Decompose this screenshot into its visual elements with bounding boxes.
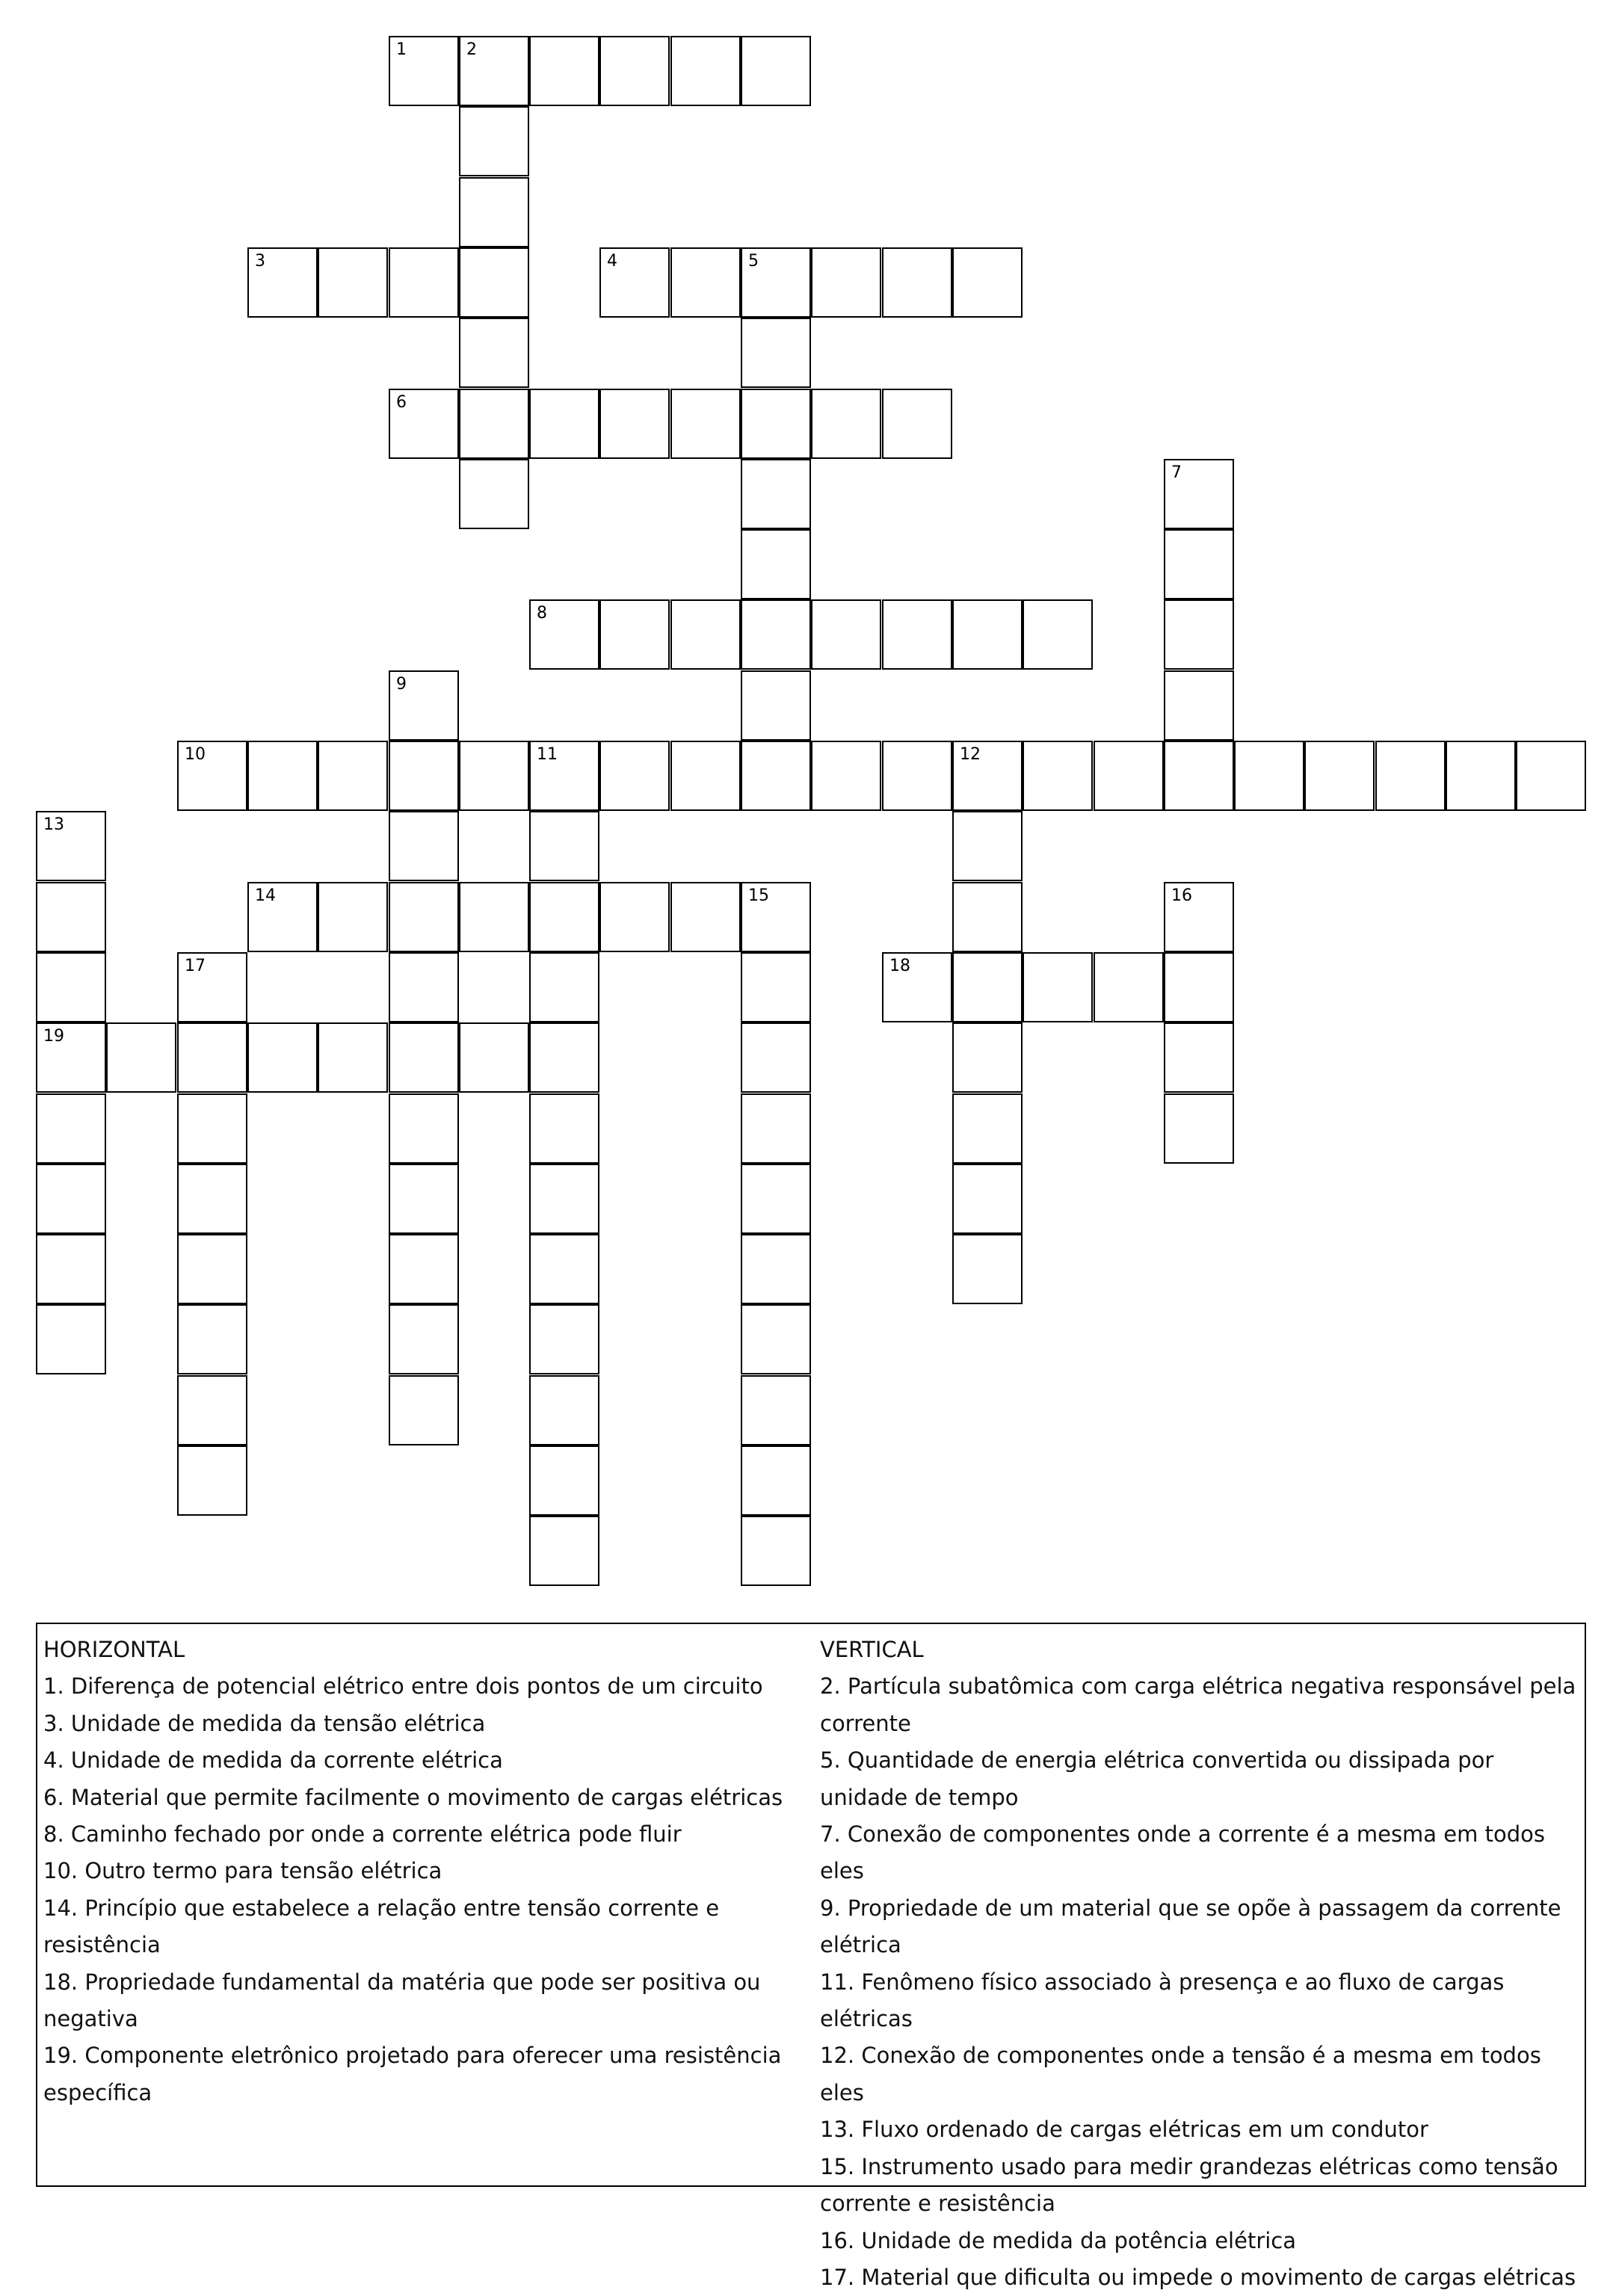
grid-cell[interactable]: [741, 36, 811, 106]
grid-cell[interactable]: [529, 741, 599, 811]
grid-cell[interactable]: [529, 1234, 599, 1304]
grid-cell[interactable]: [741, 318, 811, 388]
clue-h-10: 10. Outro termo para tensão elétrica: [43, 1858, 442, 1884]
grid-cell[interactable]: [741, 247, 811, 318]
grid-cell[interactable]: [741, 1093, 811, 1164]
grid-cell[interactable]: [741, 1022, 811, 1093]
grid-cell[interactable]: [459, 882, 529, 952]
clue-number: 9: [396, 675, 407, 694]
grid-cell[interactable]: [177, 1304, 247, 1374]
grid-cell[interactable]: [1164, 529, 1234, 599]
grid-cell[interactable]: [811, 247, 881, 318]
grid-cell[interactable]: [459, 247, 529, 318]
clue-v-2: 2. Partícula subatômica com carga elétrica negativa responsável pela corrente: [820, 1673, 1576, 1736]
grid-cell[interactable]: [177, 952, 247, 1022]
grid-cell[interactable]: [1023, 952, 1093, 1022]
grid-cell[interactable]: [1164, 1093, 1234, 1164]
clue-v-12: 12. Conexão de componentes onde a tensão é a mesma em todos eles: [820, 2043, 1541, 2105]
grid-cell[interactable]: [36, 1093, 106, 1164]
grid-cell[interactable]: [1304, 741, 1375, 811]
clue-number: 6: [396, 393, 407, 412]
grid-cell[interactable]: [389, 1022, 459, 1093]
grid-cell[interactable]: [741, 670, 811, 741]
clue-number: 4: [607, 252, 617, 271]
grid-cell[interactable]: [952, 247, 1023, 318]
grid-cell[interactable]: [952, 1234, 1023, 1304]
grid-cell[interactable]: [952, 1022, 1023, 1093]
grid-cell[interactable]: [529, 1022, 599, 1093]
grid-cell[interactable]: [1164, 741, 1234, 811]
grid-cell[interactable]: [882, 247, 952, 318]
clue-number: 19: [43, 1027, 64, 1046]
grid-cell[interactable]: [389, 670, 459, 741]
grid-cell[interactable]: [389, 1164, 459, 1234]
grid-cell[interactable]: [529, 952, 599, 1022]
grid-cell[interactable]: [811, 741, 881, 811]
clue-v-9: 9. Propriedade de um material que se opõe à passagem da corrente elétrica: [820, 1895, 1561, 1958]
grid-cell[interactable]: [741, 1375, 811, 1445]
clue-number: 11: [537, 745, 558, 764]
grid-cell[interactable]: [247, 882, 318, 952]
grid-cell[interactable]: [459, 318, 529, 388]
grid-cell[interactable]: [741, 459, 811, 529]
grid-cell[interactable]: [529, 1164, 599, 1234]
grid-cell[interactable]: [529, 1304, 599, 1374]
grid-cell[interactable]: [106, 1022, 176, 1093]
grid-cell[interactable]: [882, 389, 952, 459]
grid-cell[interactable]: [389, 1304, 459, 1374]
grid-cell[interactable]: [529, 811, 599, 881]
grid-cell[interactable]: [389, 882, 459, 952]
grid-cell[interactable]: [741, 1445, 811, 1516]
grid-cell[interactable]: [952, 599, 1023, 670]
grid-cell[interactable]: [318, 882, 388, 952]
clue-h-3: 3. Unidade de medida da tensão elétrica: [43, 1710, 486, 1736]
grid-cell[interactable]: [177, 1234, 247, 1304]
grid-cell[interactable]: [529, 599, 599, 670]
clue-number: 2: [466, 40, 477, 59]
grid-cell[interactable]: [318, 1022, 388, 1093]
grid-cell[interactable]: [1164, 670, 1234, 741]
grid-cell[interactable]: [1164, 459, 1234, 529]
grid-cell[interactable]: [952, 1093, 1023, 1164]
grid-cell[interactable]: [741, 1164, 811, 1234]
clue-number: 16: [1171, 886, 1192, 905]
grid-cell[interactable]: [670, 882, 741, 952]
vertical-clues: [820, 1632, 1582, 2296]
grid-cell[interactable]: [529, 882, 599, 952]
grid-cell[interactable]: [459, 177, 529, 247]
grid-cell[interactable]: [529, 1445, 599, 1516]
grid-cell[interactable]: [1023, 741, 1093, 811]
grid-cell[interactable]: [389, 1375, 459, 1445]
grid-cell[interactable]: [247, 1022, 318, 1093]
grid-cell[interactable]: [177, 1375, 247, 1445]
grid-cell[interactable]: [741, 882, 811, 952]
grid-cell[interactable]: [389, 1093, 459, 1164]
clue-v-15: 15. Instrumento usado para medir grandezas elétricas como tensão corrente e resistência: [820, 2153, 1558, 2217]
clue-number: 7: [1171, 463, 1182, 482]
grid-cell[interactable]: [599, 389, 670, 459]
grid-cell[interactable]: [811, 599, 881, 670]
grid-cell[interactable]: [459, 741, 529, 811]
grid-cell[interactable]: [741, 529, 811, 599]
grid-cell[interactable]: [318, 741, 388, 811]
grid-cell[interactable]: [529, 389, 599, 459]
grid-cell[interactable]: [952, 741, 1023, 811]
grid-cell[interactable]: [389, 741, 459, 811]
grid-cell[interactable]: [459, 36, 529, 106]
clue-h-8: 8. Caminho fechado por onde a corrente elétrica pode fluir: [43, 1821, 682, 1848]
grid-cell[interactable]: [599, 741, 670, 811]
clue-number: 1: [396, 40, 407, 59]
grid-cell[interactable]: [1164, 882, 1234, 952]
grid-cell[interactable]: [599, 247, 670, 318]
grid-cell[interactable]: [599, 882, 670, 952]
grid-cell[interactable]: [882, 952, 952, 1022]
clue-v-16: 16. Unidade de medida da potência elétrica: [820, 2227, 1297, 2253]
grid-cell[interactable]: [36, 811, 106, 881]
grid-cell[interactable]: [1164, 599, 1234, 670]
grid-cell[interactable]: [389, 952, 459, 1022]
grid-cell[interactable]: [1094, 741, 1164, 811]
grid-cell[interactable]: [177, 1022, 247, 1093]
clue-v-11: 11. Fenômeno físico associado à presença e ao fluxo de cargas elétricas: [820, 1969, 1505, 2032]
grid-cell[interactable]: [741, 389, 811, 459]
grid-cell[interactable]: [670, 36, 741, 106]
grid-cell[interactable]: [459, 459, 529, 529]
grid-cell[interactable]: [741, 599, 811, 670]
clue-number: 15: [748, 886, 769, 905]
grid-cell[interactable]: [459, 106, 529, 176]
clue-number: 3: [255, 252, 265, 271]
grid-cell[interactable]: [1375, 741, 1446, 811]
grid-cell[interactable]: [952, 1164, 1023, 1234]
grid-cell[interactable]: [670, 247, 741, 318]
clue-number: 12: [960, 745, 981, 764]
clue-v-13: 13. Fluxo ordenado de cargas elétricas em um condutor: [820, 2117, 1428, 2143]
grid-cell[interactable]: [1164, 952, 1234, 1022]
grid-cell[interactable]: [882, 599, 952, 670]
grid-cell[interactable]: [882, 741, 952, 811]
vertical-title: VERTICAL: [820, 1637, 924, 1662]
grid-cell[interactable]: [952, 811, 1023, 881]
grid-cell[interactable]: [1023, 599, 1093, 670]
grid-cell[interactable]: [529, 1093, 599, 1164]
horizontal-clues: [43, 1632, 813, 2111]
grid-cell[interactable]: [952, 882, 1023, 952]
clue-number: 14: [255, 886, 276, 905]
grid-cell[interactable]: [1164, 1022, 1234, 1093]
grid-cell[interactable]: [1446, 741, 1516, 811]
grid-cell[interactable]: [529, 1375, 599, 1445]
clue-h-18: 18. Propriedade fundamental da matéria que pode ser positiva ou negativa: [43, 1969, 761, 2032]
grid-cell[interactable]: [459, 1022, 529, 1093]
grid-cell[interactable]: [1234, 741, 1304, 811]
clue-h-14: 14. Princípio que estabelece a relação entre tensão corrente e resistência: [43, 1895, 720, 1958]
grid-cell[interactable]: [741, 1234, 811, 1304]
grid-cell[interactable]: [670, 389, 741, 459]
clue-number: 8: [537, 604, 547, 623]
grid-cell[interactable]: [389, 389, 459, 459]
grid-cell[interactable]: [741, 1304, 811, 1374]
grid-cell[interactable]: [741, 741, 811, 811]
grid-cell[interactable]: [247, 741, 318, 811]
grid-cell[interactable]: [36, 952, 106, 1022]
grid-cell[interactable]: [177, 1164, 247, 1234]
grid-cell[interactable]: [36, 1022, 106, 1093]
grid-cell[interactable]: [599, 599, 670, 670]
grid-cell[interactable]: [36, 1164, 106, 1234]
grid-cell[interactable]: [459, 389, 529, 459]
grid-cell[interactable]: [177, 741, 247, 811]
clue-h-19: 19. Componente eletrônico projetado para oferecer uma resistência específica: [43, 2043, 782, 2105]
grid-cell[interactable]: [529, 36, 599, 106]
clue-h-4: 4. Unidade de medida da corrente elétrica: [43, 1747, 503, 1774]
grid-cell[interactable]: [670, 741, 741, 811]
grid-cell[interactable]: [952, 952, 1023, 1022]
grid-cell[interactable]: [741, 1516, 811, 1586]
grid-cell[interactable]: [36, 1234, 106, 1304]
grid-cell[interactable]: [247, 247, 318, 318]
grid-cell[interactable]: [36, 882, 106, 952]
grid-cell[interactable]: [389, 811, 459, 881]
clue-h-1: 1. Diferença de potencial elétrico entre dois pontos de um circuito: [43, 1673, 763, 1700]
clue-h-6: 6. Material que permite facilmente o movimento de cargas elétricas: [43, 1784, 783, 1810]
clue-number: 5: [748, 252, 759, 271]
grid-cell[interactable]: [529, 1516, 599, 1586]
clue-number: 18: [889, 957, 910, 975]
grid-cell[interactable]: [1094, 952, 1164, 1022]
clues-box: [36, 1623, 1586, 2290]
grid-cell[interactable]: [36, 1304, 106, 1374]
grid-cell[interactable]: [177, 1445, 247, 1516]
clue-v-7: 7. Conexão de componentes onde a corrente é a mesma em todos eles: [820, 1821, 1545, 1884]
grid-cell[interactable]: [318, 247, 388, 318]
grid-cell[interactable]: [741, 952, 811, 1022]
grid-cell[interactable]: [1516, 741, 1586, 811]
clue-v-5: 5. Quantidade de energia elétrica convertida ou dissipada por unidade de tempo: [820, 1747, 1494, 1810]
clue-number: 13: [43, 815, 64, 834]
grid-cell[interactable]: [811, 389, 881, 459]
clue-number: 17: [185, 957, 206, 975]
grid-cell[interactable]: [177, 1093, 247, 1164]
grid-cell[interactable]: [670, 599, 741, 670]
grid-cell[interactable]: [599, 36, 670, 106]
horizontal-title: HORIZONTAL: [43, 1637, 185, 1662]
grid-cell[interactable]: [389, 36, 459, 106]
clue-number: 10: [185, 745, 206, 764]
grid-cell[interactable]: [389, 247, 459, 318]
grid-cell[interactable]: [389, 1234, 459, 1304]
clue-v-17: 17. Material que dificulta ou impede o movimento de cargas elétricas: [820, 2264, 1576, 2290]
